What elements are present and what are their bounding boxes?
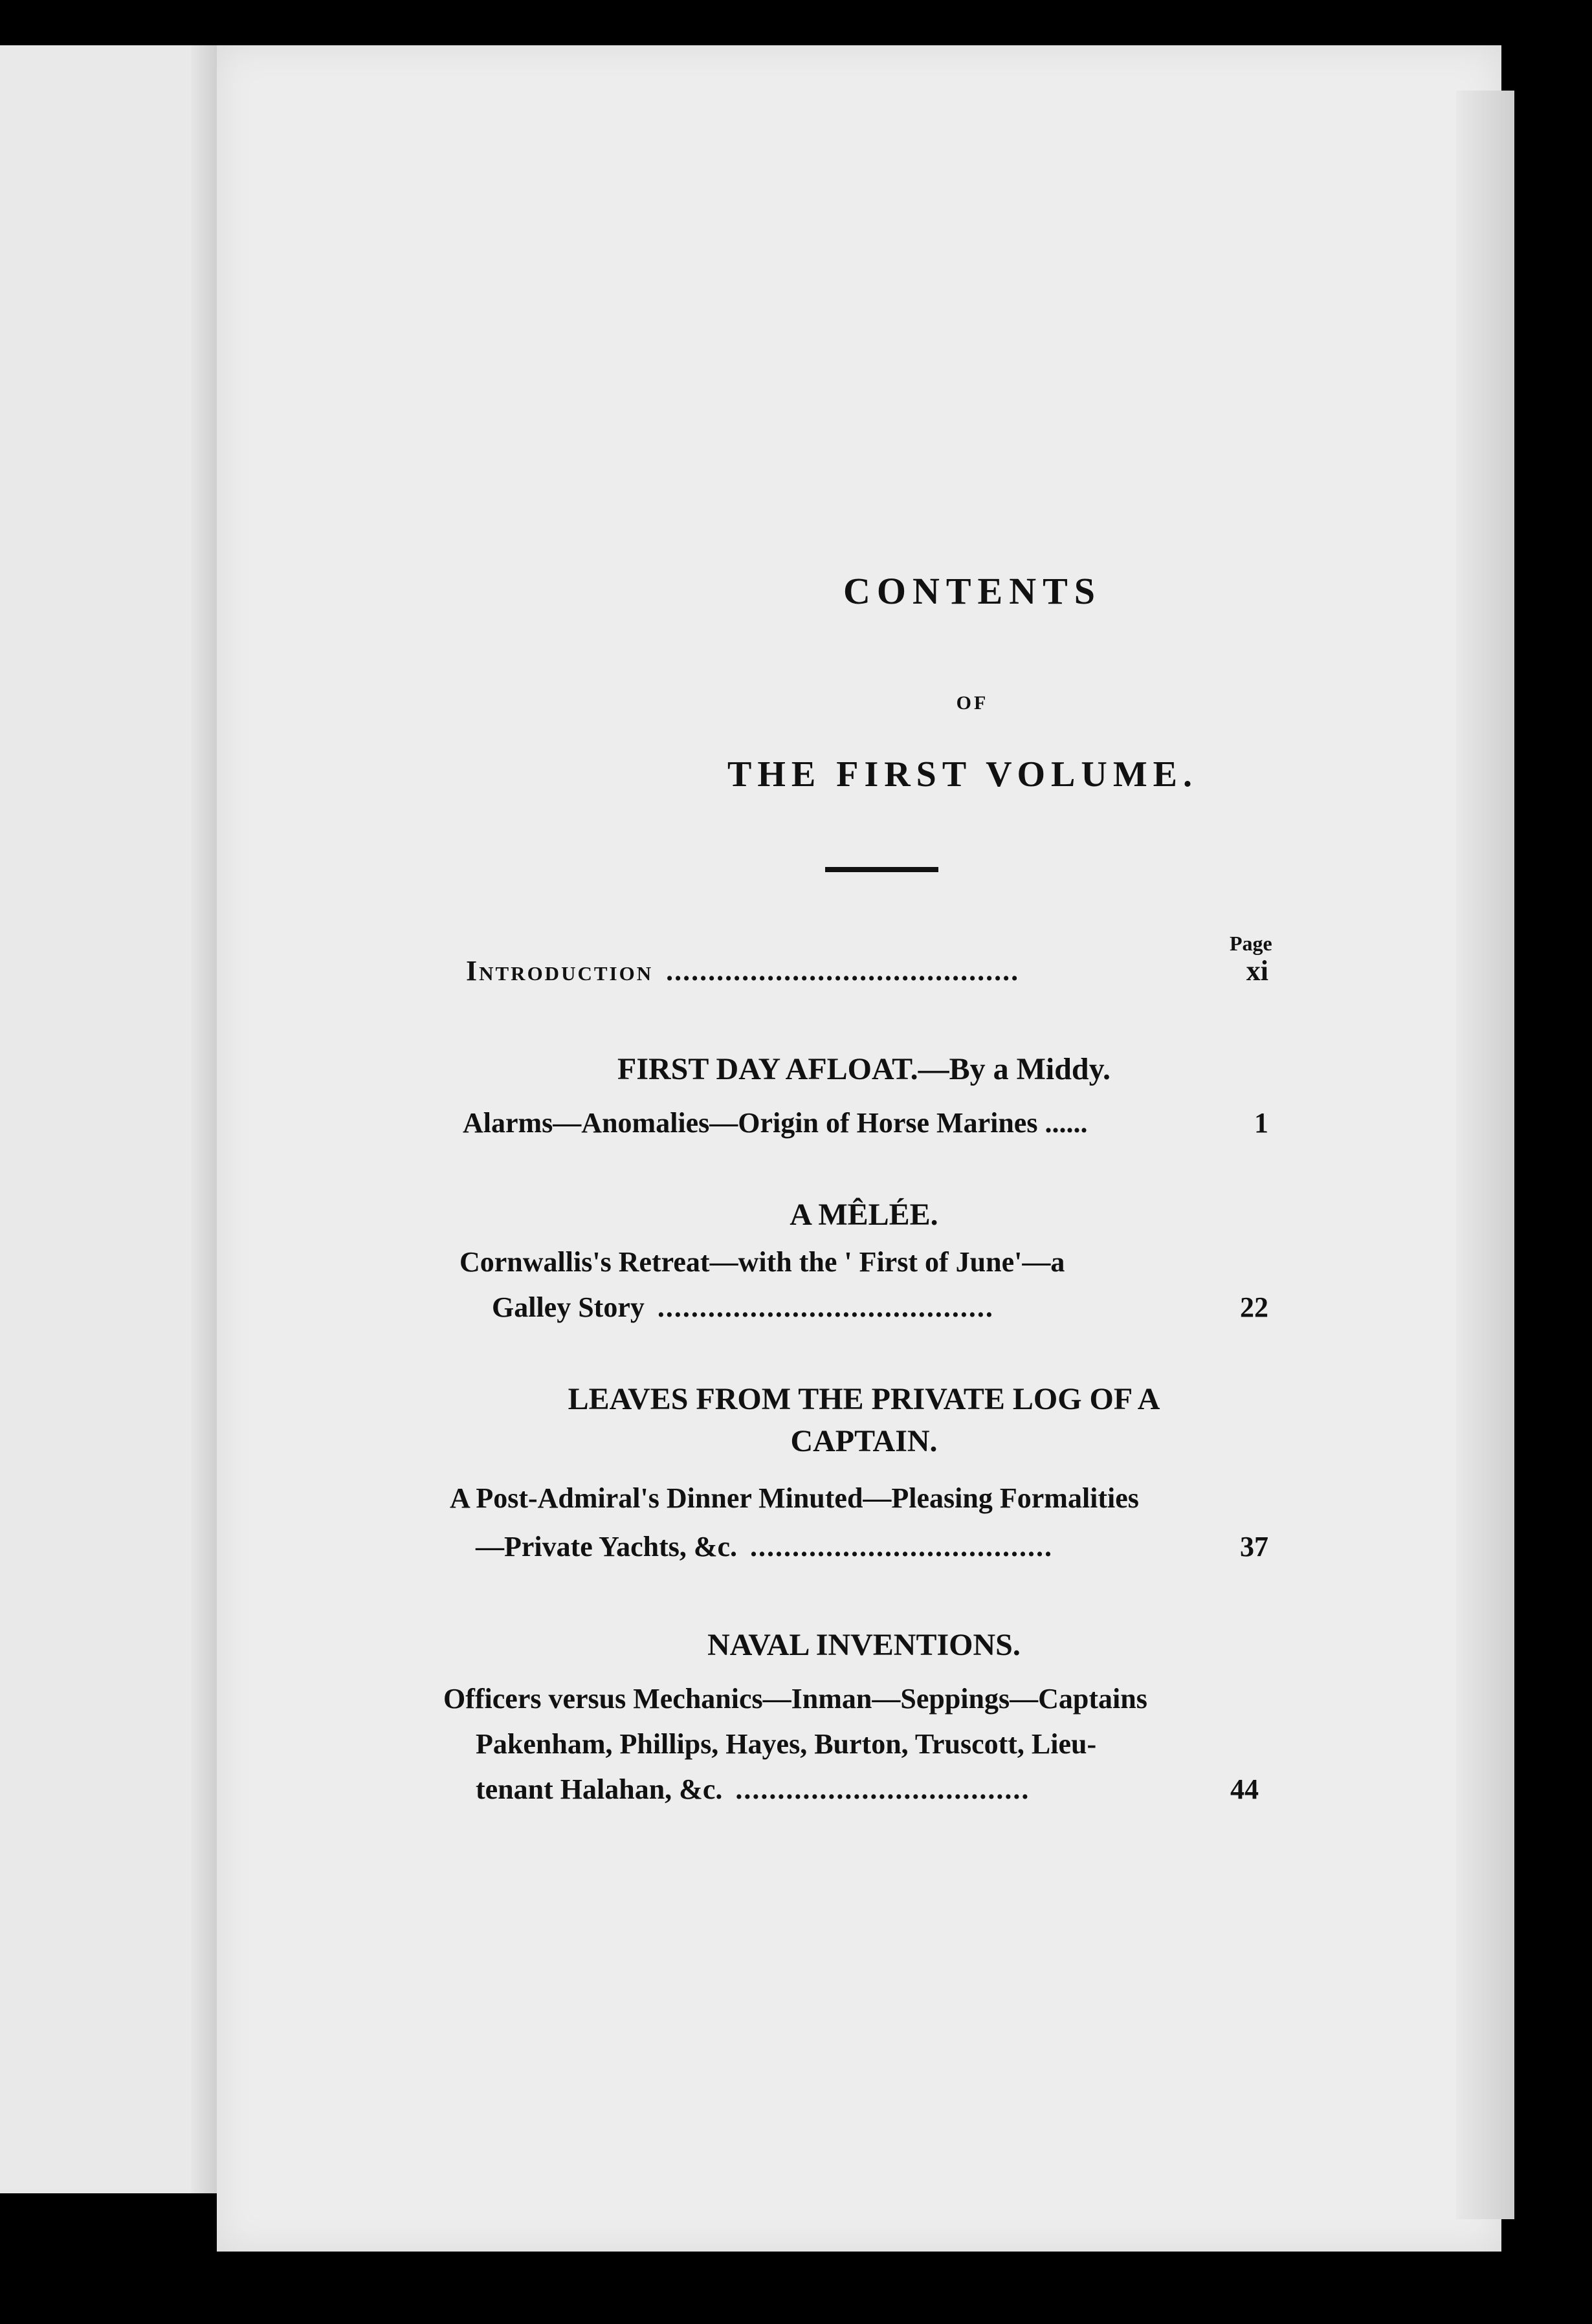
of-label: OF <box>956 692 989 714</box>
leader-dots: ................................... <box>735 1773 1030 1805</box>
entry-label: tenant Halahan, &c. <box>476 1773 723 1805</box>
facing-page-edge <box>191 45 217 2193</box>
entry-page: 37 <box>1240 1531 1268 1562</box>
entry-label: Galley Story <box>492 1291 645 1323</box>
toc-entry <box>463 1106 1268 1139</box>
page-edge <box>1456 91 1514 2219</box>
entry-label: Alarms—Anomalies—Origin of Horse Marines ...... <box>463 1107 1088 1139</box>
toc-entry <box>476 1530 1268 1563</box>
entry-label: Introduction <box>466 955 654 987</box>
entry-page: 44 <box>1230 1773 1259 1805</box>
title-rule <box>825 867 938 872</box>
entry-page: xi <box>1246 955 1268 987</box>
leader-dots: .................................... <box>750 1531 1054 1562</box>
leader-dots: .......................................... <box>666 955 1020 987</box>
section-heading: A MÊLÉE. <box>790 1198 938 1232</box>
entry-line: Officers versus Mechanics—Inman—Seppings—Captains <box>443 1683 1147 1715</box>
entry-line: Pakenham, Phillips, Hayes, Burton, Truscott, Lieu- <box>476 1728 1097 1760</box>
toc-entry-introduction <box>466 954 1268 987</box>
section-heading-cont: CAPTAIN. <box>790 1424 938 1458</box>
section-heading: FIRST DAY AFLOAT.—By a Middy. <box>617 1052 1111 1086</box>
entry-line: A Post-Admiral's Dinner Minuted—Pleasing Formalities <box>450 1482 1139 1514</box>
leader-dots: ........................................ <box>657 1291 994 1323</box>
section-heading: LEAVES FROM THE PRIVATE LOG OF A <box>568 1382 1160 1416</box>
volume-title: THE FIRST VOLUME. <box>727 754 1199 795</box>
contents-page <box>217 45 1501 2252</box>
toc-entry <box>476 1773 1259 1806</box>
section-heading: NAVAL INVENTIONS. <box>707 1628 1021 1662</box>
entry-line: Cornwallis's Retreat—with the ' First of June'—a <box>459 1246 1065 1278</box>
contents-title: CONTENTS <box>843 570 1102 612</box>
page-column-header: Page <box>1230 932 1272 955</box>
entry-label: —Private Yachts, &c. <box>476 1531 738 1562</box>
entry-page: 1 <box>1254 1107 1268 1139</box>
book-page <box>217 45 1501 2252</box>
entry-page: 22 <box>1240 1291 1268 1323</box>
toc-entry <box>492 1291 1268 1324</box>
facing-page <box>0 45 219 2193</box>
